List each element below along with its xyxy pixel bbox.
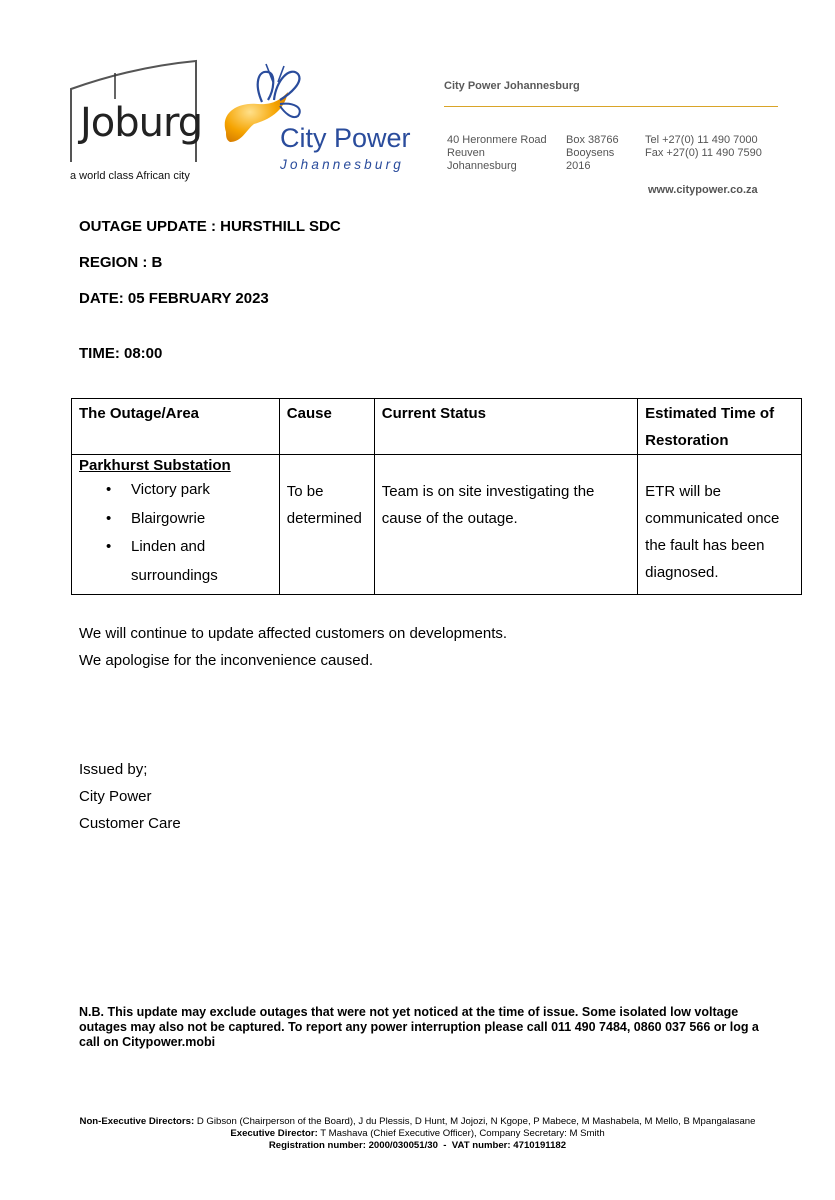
apology-note: We apologise for the inconvenience caused. [79, 652, 374, 669]
list-item: • Victory park [131, 476, 272, 505]
reg-separator: - [440, 1140, 450, 1151]
outage-update-title: OUTAGE UPDATE : HURSTHILL SDC [79, 218, 341, 235]
postal-block [566, 134, 619, 173]
list-item: • Blairgowrie [131, 505, 272, 534]
substation-name: Parkhurst Substation [79, 457, 231, 474]
exec-label: Executive Director: [230, 1128, 318, 1139]
footer-exec [0, 1128, 835, 1139]
issued-by-label: Issued by; [79, 761, 148, 778]
header-current-status: Current Status [374, 399, 637, 455]
header-etr: Estimated Time of Restoration [638, 399, 802, 455]
cause-text: To be determined [286, 483, 362, 527]
cell-etr [638, 455, 802, 595]
table-header-row [72, 399, 802, 455]
time-label: TIME: 08:00 [79, 345, 163, 362]
address-line: 40 Heronmere Road [447, 134, 547, 146]
header-cause: Cause [279, 399, 374, 455]
update-note: We will continue to update affected customers on developments. [79, 625, 508, 642]
etr-text: ETR will be communicated once the fault has been diagnosed. [645, 483, 780, 581]
cell-area [72, 455, 280, 595]
address-line: Reuven [447, 147, 485, 159]
postal-line: 2016 [566, 160, 591, 172]
header-divider [444, 106, 778, 107]
city-power-subtitle: Johannesburg [280, 157, 404, 172]
area-list [79, 476, 272, 590]
contact-block [645, 134, 762, 160]
region-label: REGION : B [79, 254, 163, 271]
non-exec-label: Non-Executive Directors: [79, 1116, 195, 1127]
outage-table [71, 398, 802, 595]
status-text: Team is on site investigating the cause of the outage. [381, 483, 595, 527]
reg-number: 2000/030051/30 [368, 1140, 438, 1151]
exec-names: T Mashava (Chief Executive Officer), Company Secretary: M Smith [320, 1128, 605, 1139]
table-row [72, 455, 802, 595]
tel-line: Tel +27(0) 11 490 7000 [645, 134, 758, 146]
list-item: • Linden and surroundings [131, 533, 272, 590]
issuer-name: City Power [79, 788, 152, 805]
joburg-tagline: a world class African city [70, 170, 190, 182]
date-label: DATE: 05 FEBRUARY 2023 [79, 290, 269, 307]
address-block [447, 134, 547, 173]
header-outage-area: The Outage/Area [72, 399, 280, 455]
cell-status [374, 455, 637, 595]
fax-line: Fax +27(0) 11 490 7590 [645, 147, 762, 159]
joburg-wordmark: Joburg [80, 100, 203, 146]
city-power-wordmark: City Power [280, 123, 411, 153]
footer-non-exec [0, 1116, 835, 1127]
issuer-department: Customer Care [79, 815, 181, 832]
cell-cause [279, 455, 374, 595]
nb-disclaimer: N.B. This update may exclude outages that were not yet noticed at the time of issue. Some isolated low voltage outages may also not be captured. To report any power interruption please call 011 490 7484, 0860 037 566 or log a call on Citypower.mobi [79, 1005, 759, 1049]
vat-number: 4710191182 [513, 1140, 567, 1151]
non-exec-names: D Gibson (Chairperson of the Board), J du Plessis, D Hunt, M Jojozi, N Kgope, P Mabece, M Mashabela, M Mello, B Mpangalasane [196, 1116, 756, 1127]
postal-line: Box 38766 [566, 134, 619, 146]
address-line: Johannesburg [447, 160, 517, 172]
vat-label: VAT number: [451, 1140, 511, 1151]
org-name: City Power Johannesburg [444, 80, 580, 92]
website-link[interactable]: www.citypower.co.za [648, 184, 758, 196]
postal-line: Booysens [566, 147, 615, 159]
footer-registration [0, 1140, 835, 1151]
reg-label: Registration number: [268, 1140, 366, 1151]
